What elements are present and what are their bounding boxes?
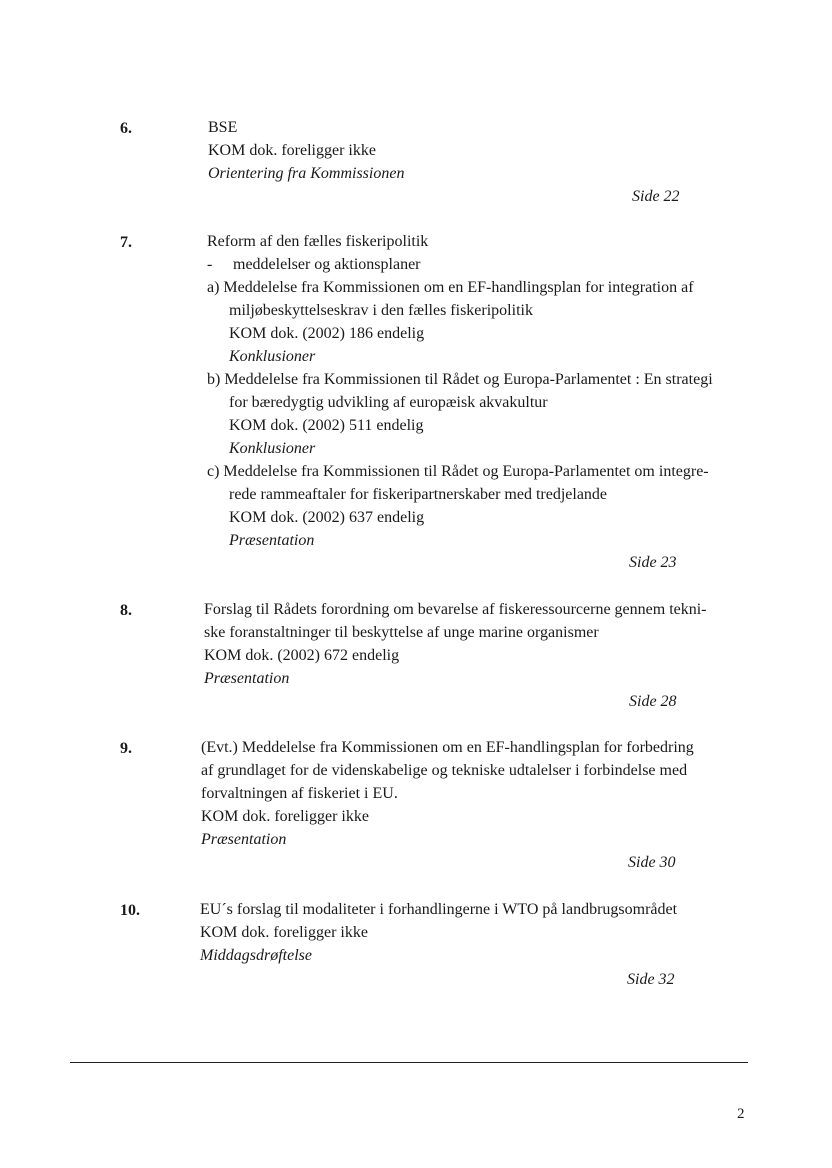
page-reference: Side 30: [628, 854, 676, 871]
page-reference: Side 22: [632, 188, 680, 205]
subitem-a-type: Konklusioner: [229, 348, 316, 365]
subitem-a-line2: miljøbeskyttelseskrav i den fælles fiskeripolitik: [229, 302, 533, 319]
item-doc-ref: KOM dok. foreligger ikke: [208, 142, 376, 159]
subitem-c-line2: rede rammeaftaler for fiskeripartnerskaber med tredjelande: [229, 486, 608, 503]
page-reference: Side 28: [629, 693, 677, 710]
subitem-a-line1: a) Meddelelse fra Kommissionen om en EF-handlingsplan for integration af: [207, 279, 694, 296]
dash-text: meddelelser og aktionsplaner: [233, 256, 421, 273]
item-body: [207, 230, 767, 552]
item-type: Orientering fra Kommissionen: [208, 165, 405, 182]
item-number: 7.: [120, 234, 132, 251]
item-text-line2: af grundlaget for de videnskabelige og tekniske udtalelser i forbindelse med: [201, 762, 688, 779]
item-title: BSE: [208, 119, 238, 136]
subitem-b-type: Konklusioner: [229, 440, 316, 457]
page-reference: Side 23: [629, 554, 677, 571]
subitem-b-line1: b) Meddelelse fra Kommissionen til Rådet og Europa-Parlamentet : En strategi: [207, 371, 713, 388]
item-text-line3: forvaltningen af fiskeriet i EU.: [201, 785, 398, 802]
item-number: 6.: [120, 120, 132, 137]
subitem-c-doc: KOM dok. (2002) 637 endelig: [229, 509, 425, 526]
item-doc-ref: KOM dok. (2002) 672 endelig: [204, 647, 400, 664]
item-body: [208, 116, 768, 185]
page-reference: Side 32: [627, 971, 675, 988]
item-number: 9.: [120, 740, 132, 757]
item-body: [200, 898, 760, 967]
item-type: Middagsdrøftelse: [200, 947, 312, 964]
item-number: 10.: [120, 902, 140, 919]
item-doc-ref: KOM dok. foreligger ikke: [201, 808, 369, 825]
item-dash-line: [207, 253, 767, 276]
subitem-a-doc: KOM dok. (2002) 186 endelig: [229, 325, 425, 342]
item-doc-ref: KOM dok. foreligger ikke: [200, 924, 368, 941]
item-text-line2: ske foranstaltninger til beskyttelse af unge marine organismer: [204, 624, 599, 641]
item-title: Reform af den fælles fiskeripolitik: [207, 233, 429, 250]
item-type: Præsentation: [201, 831, 287, 848]
item-text-line1: (Evt.) Meddelelse fra Kommissionen om en EF-handlingsplan for forbedring: [201, 739, 694, 756]
item-body: [204, 598, 764, 690]
subitem-b-doc: KOM dok. (2002) 511 endelig: [229, 417, 424, 434]
footer-rule: [70, 1062, 748, 1063]
item-type: Præsentation: [204, 670, 290, 687]
item-number: 8.: [120, 602, 132, 619]
subitem-b-line2: for bæredygtig udvikling af europæisk akvakultur: [229, 394, 548, 411]
subitem-c-line1: c) Meddelelse fra Kommissionen til Rådet og Europa-Parlamentet om integre-: [207, 463, 709, 480]
item-text-line1: Forslag til Rådets forordning om bevarelse af fiskeressourcerne gennem tekni-: [204, 601, 707, 618]
item-title: EU´s forslag til modaliteter i forhandlingerne i WTO på landbrugsområdet: [200, 901, 678, 918]
dash-marker: -: [207, 256, 213, 273]
item-body: [201, 736, 761, 851]
subitem-c-type: Præsentation: [229, 532, 315, 549]
page-number: 2: [737, 1106, 745, 1122]
